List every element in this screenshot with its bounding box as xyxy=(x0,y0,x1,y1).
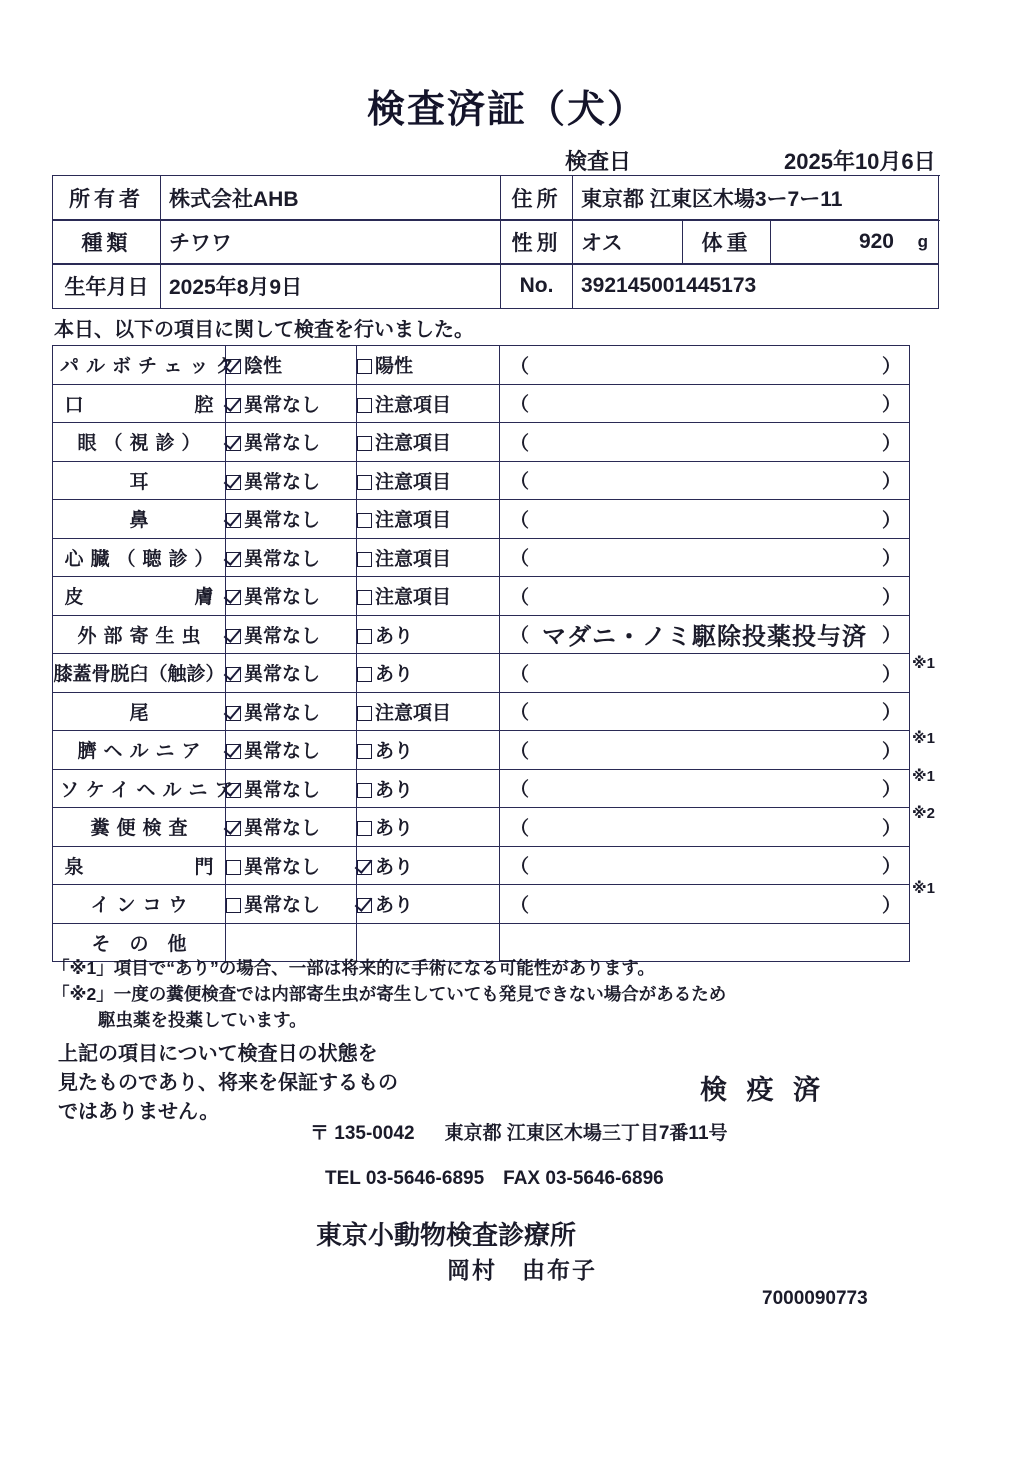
exam-option-abnormal[interactable] xyxy=(357,731,500,770)
note-paren-left: （ xyxy=(510,818,530,840)
exam-option-abnormal-label: あり xyxy=(375,625,414,647)
exam-option-abnormal[interactable] xyxy=(357,384,500,423)
exam-item-label-text: そ の 他 xyxy=(91,933,187,955)
exam-date-label: 検査日 xyxy=(565,149,632,174)
checkbox-icon[interactable] xyxy=(357,398,372,413)
exam-item-label-text: 眼（視診） xyxy=(77,433,208,455)
exam-note-text: マダニ・ノミ駆除投薬投与済 xyxy=(542,623,867,651)
exam-option-abnormal[interactable] xyxy=(357,461,500,500)
table-row xyxy=(53,264,939,309)
exam-option-abnormal[interactable] xyxy=(357,692,500,731)
exam-item-label-text: 泉 門 xyxy=(64,856,221,878)
note-paren-right: ） xyxy=(881,664,901,686)
exam-option-normal[interactable] xyxy=(226,885,357,924)
address-value: 東京都 江東区木場3ー7ー11 xyxy=(573,176,939,221)
note-paren-right: ） xyxy=(881,394,901,416)
exam-date-value: 2025年10月6日 xyxy=(784,149,936,174)
exam-option-normal-label: 異常なし xyxy=(244,779,321,801)
exam-item-label-text: インコウ xyxy=(90,895,195,917)
breed-label: 種類 xyxy=(53,220,161,265)
checkbox-icon[interactable] xyxy=(357,744,372,759)
exam-option-abnormal[interactable] xyxy=(357,846,500,885)
exam-item-label xyxy=(53,808,226,847)
footnotes xyxy=(52,955,726,1033)
exam-row xyxy=(53,654,910,693)
footnote-mark xyxy=(912,833,982,871)
breed-value: チワワ xyxy=(161,220,501,265)
table-row xyxy=(53,220,939,265)
exam-option-normal-label: 異常なし xyxy=(244,471,321,493)
exam-item-label-text: パルボチェック xyxy=(60,356,242,378)
exam-item-label xyxy=(53,461,226,500)
note-paren-right: ） xyxy=(881,510,901,532)
exam-option-normal[interactable] xyxy=(226,384,357,423)
exam-item-label-text: 耳 xyxy=(129,471,149,493)
checkbox-icon[interactable] xyxy=(226,744,241,759)
checkbox-icon[interactable] xyxy=(357,898,372,913)
checkbox-icon[interactable] xyxy=(357,475,372,490)
footnote-mark xyxy=(912,345,982,383)
exam-note-cell[interactable] xyxy=(500,615,910,654)
footnote-mark: ※1 xyxy=(912,880,935,897)
exam-item-label-text: 糞便検査 xyxy=(90,818,195,840)
note-paren-right: ） xyxy=(881,779,901,801)
exam-option-abnormal[interactable] xyxy=(357,654,500,693)
exam-option-abnormal-label: あり xyxy=(375,779,414,801)
exam-items-table xyxy=(52,345,910,962)
footnote-mark: ※2 xyxy=(912,805,935,822)
exam-option-normal[interactable] xyxy=(226,538,357,577)
footnote-2: 「※2」一度の糞便検査では内部寄生虫が寄生していても発見できない場合があるため xyxy=(52,984,727,1004)
exam-note-cell[interactable] xyxy=(500,731,910,770)
exam-option-abnormal-label: 注意項目 xyxy=(375,548,452,570)
weight-label: 体重 xyxy=(683,220,771,265)
exam-row xyxy=(53,577,910,616)
exam-item-label xyxy=(53,577,226,616)
exam-row xyxy=(53,384,910,423)
exam-option-normal[interactable] xyxy=(226,731,357,770)
exam-option-normal-label: 異常なし xyxy=(244,895,321,917)
footnote-mark xyxy=(912,420,982,458)
no-value: 392145001445173 xyxy=(573,264,939,309)
note-paren-left: （ xyxy=(510,895,530,917)
checkbox-icon[interactable] xyxy=(357,706,372,721)
exam-note-cell[interactable] xyxy=(500,654,910,693)
exam-option-normal[interactable] xyxy=(226,500,357,539)
checkbox-icon[interactable] xyxy=(226,513,241,528)
weight-unit: g xyxy=(917,232,928,251)
exam-note-cell[interactable] xyxy=(500,692,910,731)
exam-option-normal[interactable] xyxy=(226,808,357,847)
note-paren-right: ） xyxy=(881,741,901,763)
owner-value: 株式会社AHB xyxy=(161,176,501,221)
exam-note-cell[interactable] xyxy=(500,423,910,462)
exam-row xyxy=(53,615,910,654)
exam-option-abnormal-label: あり xyxy=(375,664,414,686)
address-label: 住所 xyxy=(501,176,573,221)
footnote-mark: ※1 xyxy=(912,655,935,672)
serial-number: 7000090773 xyxy=(762,1288,868,1309)
exam-option-normal[interactable] xyxy=(226,615,357,654)
exam-option-abnormal[interactable] xyxy=(357,769,500,808)
note-paren-left: （ xyxy=(510,779,530,801)
page-title: 検査済証（犬） xyxy=(366,89,647,131)
note-paren-left: （ xyxy=(510,702,530,724)
exam-item-label xyxy=(53,731,226,770)
exam-option-normal[interactable] xyxy=(226,654,357,693)
weight-value: 920 xyxy=(858,230,894,253)
checkbox-icon[interactable] xyxy=(357,513,372,528)
exam-item-label-text: 鼻 xyxy=(129,510,149,532)
exam-note-cell[interactable] xyxy=(500,500,910,539)
exam-row xyxy=(53,846,910,885)
exam-option-abnormal[interactable] xyxy=(357,577,500,616)
checkbox-icon[interactable] xyxy=(357,552,372,567)
note-paren-right: ） xyxy=(881,548,901,570)
checkbox-icon[interactable] xyxy=(357,860,372,875)
exam-row xyxy=(53,692,910,731)
exam-row xyxy=(53,731,910,770)
checkbox-icon[interactable] xyxy=(357,667,372,682)
exam-row xyxy=(53,885,910,924)
exam-option-abnormal[interactable] xyxy=(357,615,500,654)
footnote-mark xyxy=(912,495,982,533)
exam-option-normal[interactable] xyxy=(226,692,357,731)
exam-option-abnormal-label: 陽性 xyxy=(375,356,414,378)
checkbox-icon[interactable] xyxy=(226,667,241,682)
exam-option-normal-label: 異常なし xyxy=(244,818,321,840)
owner-info-table xyxy=(52,175,939,221)
exam-option-abnormal-label: 注意項目 xyxy=(375,587,452,609)
checkbox-icon[interactable] xyxy=(357,783,372,798)
birthdate-label: 生年月日 xyxy=(53,264,161,309)
exam-item-label xyxy=(53,654,226,693)
note-paren-left: （ xyxy=(510,356,530,378)
exam-note-cell[interactable] xyxy=(500,885,910,924)
doctor-name: 岡村 由布子 xyxy=(447,1257,597,1283)
checkbox-icon[interactable] xyxy=(226,475,241,490)
exam-option-abnormal[interactable] xyxy=(357,346,500,385)
checkbox-icon[interactable] xyxy=(226,359,241,374)
exam-option-normal[interactable] xyxy=(226,346,357,385)
note-paren-left: （ xyxy=(510,587,530,609)
exam-item-label xyxy=(53,538,226,577)
checkbox-icon[interactable] xyxy=(226,783,241,798)
exam-item-label-text: 臍ヘルニア xyxy=(77,741,208,763)
footnote-mark: ※1 xyxy=(912,767,935,785)
exam-option-normal-label: 異常なし xyxy=(244,856,321,878)
note-paren-left: （ xyxy=(510,664,530,686)
footnote-mark xyxy=(912,570,982,608)
footnote-mark: ※1 xyxy=(912,730,935,747)
exam-option-normal[interactable] xyxy=(226,461,357,500)
exam-option-normal[interactable] xyxy=(226,846,357,885)
exam-row xyxy=(53,461,910,500)
checkbox-icon[interactable] xyxy=(226,898,241,913)
exam-option-normal-label: 異常なし xyxy=(244,433,321,455)
exam-item-label xyxy=(53,384,226,423)
clinic-phone: TEL 03-5646-6895 FAX 03-5646-6896 xyxy=(325,1168,664,1189)
footnote-mark xyxy=(912,458,982,496)
exam-note-cell[interactable] xyxy=(500,461,910,500)
clinic-name: 東京小動物検査診療所 xyxy=(316,1220,577,1250)
exam-row xyxy=(53,500,910,539)
birth-info-table xyxy=(52,263,939,309)
exam-option-abnormal[interactable] xyxy=(357,538,500,577)
checkbox-icon[interactable] xyxy=(357,821,372,836)
note-paren-left: （ xyxy=(510,471,530,493)
footnote-mark xyxy=(912,533,982,571)
exam-option-normal-label: 異常なし xyxy=(244,510,321,532)
note-paren-left: （ xyxy=(510,548,530,570)
no-label: No. xyxy=(501,264,573,309)
note-paren-right: ） xyxy=(881,356,901,378)
exam-option-normal[interactable] xyxy=(226,769,357,808)
checkbox-icon[interactable] xyxy=(357,629,372,644)
weight-value-cell xyxy=(771,220,939,265)
exam-option-normal[interactable] xyxy=(226,577,357,616)
exam-row xyxy=(53,538,910,577)
exam-item-label-text: 膝蓋骨脱臼（触診） xyxy=(53,664,225,686)
exam-item-label-text: ソケイヘルニア xyxy=(60,779,241,801)
exam-option-abnormal-label: 注意項目 xyxy=(375,394,452,416)
exam-option-normal-label: 異常なし xyxy=(244,664,321,686)
exam-note-cell[interactable] xyxy=(500,346,910,385)
clinic-address-text: 東京都 江東区木場三丁目7番11号 xyxy=(444,1123,728,1144)
disclaimer-line-1: 上記の項目について検査日の状態を xyxy=(58,1043,378,1065)
clinic-zip: 〒 135-0042 xyxy=(310,1123,415,1144)
exam-item-label xyxy=(53,615,226,654)
note-paren-right: ） xyxy=(881,818,901,840)
disclaimer-line-2: 見たものであり、将来を保証するもの xyxy=(58,1072,398,1094)
exam-option-normal-label: 陰性 xyxy=(244,356,283,378)
checkbox-icon[interactable] xyxy=(357,590,372,605)
note-paren-right: ） xyxy=(881,587,901,609)
exam-option-normal-label: 異常なし xyxy=(244,741,321,763)
note-paren-left: （ xyxy=(510,625,530,647)
exam-item-label xyxy=(53,885,226,924)
exam-option-normal-label: 異常なし xyxy=(244,587,321,609)
footnote-mark xyxy=(912,683,982,721)
exam-note-cell[interactable] xyxy=(500,769,910,808)
exam-option-abnormal[interactable] xyxy=(357,500,500,539)
exam-item-label-text: 心臓（聴診） xyxy=(64,548,221,570)
note-paren-left: （ xyxy=(510,741,530,763)
note-paren-right: ） xyxy=(881,702,901,724)
exam-option-abnormal-label: 注意項目 xyxy=(375,433,452,455)
exam-option-abnormal-label: あり xyxy=(375,741,414,763)
note-paren-right: ） xyxy=(881,895,901,917)
footnote-mark-column xyxy=(912,345,982,945)
exam-item-label xyxy=(53,846,226,885)
checkbox-icon[interactable] xyxy=(226,590,241,605)
checkbox-icon[interactable] xyxy=(226,629,241,644)
exam-item-label xyxy=(53,500,226,539)
owner-label: 所有者 xyxy=(53,176,161,221)
exam-option-abnormal-label: あり xyxy=(375,895,414,917)
exam-item-label-text: 外部寄生虫 xyxy=(77,625,208,647)
exam-item-label-text: 口 腔 xyxy=(64,394,221,416)
exam-note-cell[interactable] xyxy=(500,808,910,847)
note-paren-left: （ xyxy=(510,856,530,878)
table-row xyxy=(53,176,939,221)
disclaimer xyxy=(58,1040,398,1127)
exam-note-cell[interactable] xyxy=(500,538,910,577)
exam-option-normal-label: 異常なし xyxy=(244,548,321,570)
clinic-address xyxy=(310,1118,728,1145)
exam-option-normal-label: 異常なし xyxy=(244,394,321,416)
footnote-2-cont: 駆虫薬を投薬しています。 xyxy=(98,1010,307,1030)
checkbox-icon[interactable] xyxy=(226,436,241,451)
exam-row xyxy=(53,769,910,808)
checkbox-icon[interactable] xyxy=(226,706,241,721)
exam-option-normal-label: 異常なし xyxy=(244,702,321,724)
footnote-1: 「※1」項目で“あり”の場合、一部は将来的に手術になる可能性があります。 xyxy=(52,958,655,978)
exam-option-normal[interactable] xyxy=(226,423,357,462)
note-paren-right: ） xyxy=(881,433,901,455)
footnote-mark xyxy=(912,908,982,946)
exam-option-abnormal[interactable] xyxy=(357,423,500,462)
note-paren-right: ） xyxy=(881,856,901,878)
exam-item-label xyxy=(53,769,241,808)
exam-option-abnormal-label: あり xyxy=(375,818,414,840)
checkbox-icon[interactable] xyxy=(357,436,372,451)
note-paren-left: （ xyxy=(510,510,530,532)
exam-option-abnormal-label: 注意項目 xyxy=(375,702,452,724)
exam-row xyxy=(53,346,910,385)
exam-option-normal-label: 異常なし xyxy=(244,625,321,647)
exam-row xyxy=(53,808,910,847)
note-paren-right: ） xyxy=(881,471,901,493)
intro-text: 本日、以下の項目に関して検査を行いました。 xyxy=(54,319,474,341)
footnote-mark xyxy=(912,383,982,421)
sex-label: 性別 xyxy=(501,220,573,265)
exam-item-label-text: 尾 xyxy=(129,702,149,724)
sex-value: オス xyxy=(573,220,683,265)
exam-option-abnormal[interactable] xyxy=(357,808,500,847)
checkbox-icon[interactable] xyxy=(357,359,372,374)
footnote-mark xyxy=(912,608,982,646)
exam-note-cell[interactable] xyxy=(500,577,910,616)
exam-option-abnormal-label: あり xyxy=(375,856,414,878)
exam-option-abnormal-label: 注意項目 xyxy=(375,471,452,493)
note-paren-left: （ xyxy=(510,433,530,455)
exam-item-label xyxy=(53,346,242,385)
exam-item-label xyxy=(53,423,226,462)
exam-option-abnormal[interactable] xyxy=(357,885,500,924)
exam-row xyxy=(53,423,910,462)
checkbox-icon[interactable] xyxy=(226,821,241,836)
exam-item-label xyxy=(53,692,226,731)
quarantine-stamp: 検 疫 済 xyxy=(700,1075,827,1105)
checkbox-icon[interactable] xyxy=(226,552,241,567)
disclaimer-line-3: ではありません。 xyxy=(58,1101,220,1123)
birthdate-value: 2025年8月9日 xyxy=(161,264,501,309)
checkbox-icon[interactable] xyxy=(226,860,241,875)
exam-note-cell[interactable] xyxy=(500,384,910,423)
note-paren-right: ） xyxy=(881,625,901,647)
checkbox-icon[interactable] xyxy=(226,398,241,413)
exam-option-abnormal-label: 注意項目 xyxy=(375,510,452,532)
exam-item-label-text: 皮 膚 xyxy=(64,587,221,609)
animal-info-table xyxy=(52,219,939,265)
note-paren-left: （ xyxy=(510,394,530,416)
exam-note-cell[interactable] xyxy=(500,846,910,885)
